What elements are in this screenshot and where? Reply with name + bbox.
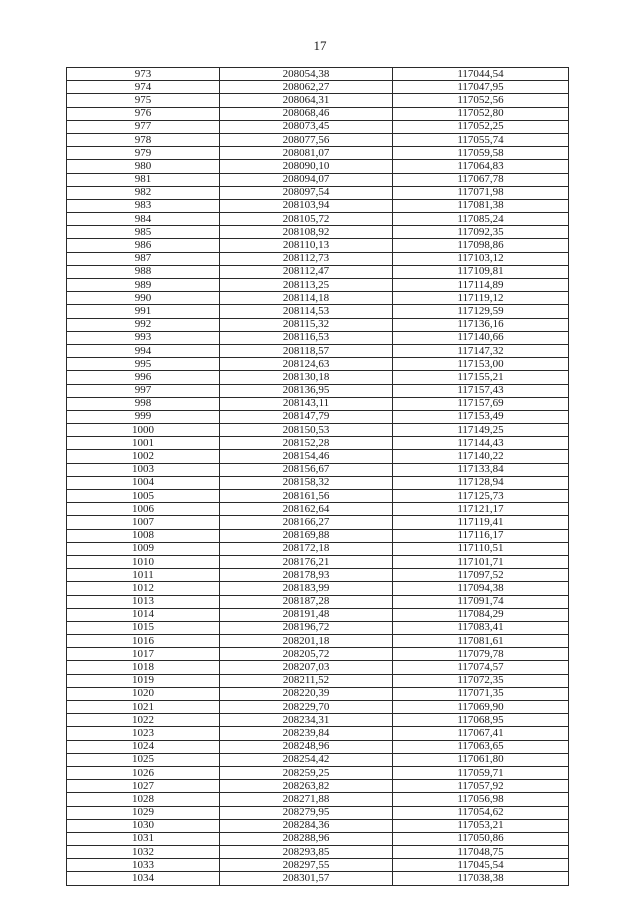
x-coordinate-cell: 208297,55 — [220, 859, 393, 872]
coordinates-table — [66, 67, 569, 886]
point-number-cell: 1024 — [67, 740, 220, 753]
table-row — [67, 213, 569, 226]
table-row — [67, 780, 569, 793]
table-row — [67, 173, 569, 186]
table-row — [67, 384, 569, 397]
y-coordinate-cell: 117056,98 — [393, 793, 569, 806]
y-coordinate-cell: 117047,95 — [393, 81, 569, 94]
table-row — [67, 239, 569, 252]
point-number-cell: 991 — [67, 305, 220, 318]
x-coordinate-cell: 208062,27 — [220, 81, 393, 94]
x-coordinate-cell: 208183,99 — [220, 582, 393, 595]
x-coordinate-cell: 208293,85 — [220, 846, 393, 859]
y-coordinate-cell: 117055,74 — [393, 133, 569, 146]
x-coordinate-cell: 208207,03 — [220, 661, 393, 674]
table-row — [67, 503, 569, 516]
x-coordinate-cell: 208150,53 — [220, 424, 393, 437]
x-coordinate-cell: 208178,93 — [220, 569, 393, 582]
y-coordinate-cell: 117136,16 — [393, 318, 569, 331]
x-coordinate-cell: 208205,72 — [220, 648, 393, 661]
point-number-cell: 998 — [67, 397, 220, 410]
y-coordinate-cell: 117067,78 — [393, 173, 569, 186]
x-coordinate-cell: 208110,13 — [220, 239, 393, 252]
y-coordinate-cell: 117083,41 — [393, 621, 569, 634]
x-coordinate-cell: 208114,53 — [220, 305, 393, 318]
y-coordinate-cell: 117153,49 — [393, 410, 569, 423]
x-coordinate-cell: 208130,18 — [220, 371, 393, 384]
table-row — [67, 608, 569, 621]
y-coordinate-cell: 117081,61 — [393, 635, 569, 648]
point-number-cell: 1034 — [67, 872, 220, 885]
x-coordinate-cell: 208105,72 — [220, 213, 393, 226]
y-coordinate-cell: 117149,25 — [393, 424, 569, 437]
point-number-cell: 976 — [67, 107, 220, 120]
x-coordinate-cell: 208152,28 — [220, 437, 393, 450]
point-number-cell: 999 — [67, 410, 220, 423]
y-coordinate-cell: 117101,71 — [393, 555, 569, 568]
y-coordinate-cell: 117052,25 — [393, 120, 569, 133]
table-row — [67, 806, 569, 819]
table-row — [67, 872, 569, 885]
x-coordinate-cell: 208124,63 — [220, 358, 393, 371]
y-coordinate-cell: 117054,62 — [393, 806, 569, 819]
table-row — [67, 819, 569, 832]
x-coordinate-cell: 208259,25 — [220, 766, 393, 779]
y-coordinate-cell: 117069,90 — [393, 701, 569, 714]
point-number-cell: 1032 — [67, 846, 220, 859]
table-row — [67, 516, 569, 529]
point-number-cell: 1000 — [67, 424, 220, 437]
point-number-cell: 974 — [67, 81, 220, 94]
y-coordinate-cell: 117133,84 — [393, 463, 569, 476]
point-number-cell: 984 — [67, 213, 220, 226]
y-coordinate-cell: 117092,35 — [393, 226, 569, 239]
x-coordinate-cell: 208201,18 — [220, 635, 393, 648]
table-row — [67, 555, 569, 568]
y-coordinate-cell: 117144,43 — [393, 437, 569, 450]
y-coordinate-cell: 117157,43 — [393, 384, 569, 397]
x-coordinate-cell: 208112,47 — [220, 265, 393, 278]
table-row — [67, 846, 569, 859]
table-row — [67, 766, 569, 779]
y-coordinate-cell: 117091,74 — [393, 595, 569, 608]
x-coordinate-cell: 208239,84 — [220, 727, 393, 740]
point-number-cell: 1027 — [67, 780, 220, 793]
point-number-cell: 1018 — [67, 661, 220, 674]
x-coordinate-cell: 208116,53 — [220, 331, 393, 344]
x-coordinate-cell: 208248,96 — [220, 740, 393, 753]
point-number-cell: 1029 — [67, 806, 220, 819]
table-row — [67, 410, 569, 423]
x-coordinate-cell: 208196,72 — [220, 621, 393, 634]
y-coordinate-cell: 117048,75 — [393, 846, 569, 859]
y-coordinate-cell: 117059,71 — [393, 766, 569, 779]
point-number-cell: 989 — [67, 279, 220, 292]
table-row — [67, 582, 569, 595]
y-coordinate-cell: 117153,00 — [393, 358, 569, 371]
table-row — [67, 687, 569, 700]
table-row — [67, 226, 569, 239]
x-coordinate-cell: 208143,11 — [220, 397, 393, 410]
x-coordinate-cell: 208220,39 — [220, 687, 393, 700]
x-coordinate-cell: 208288,96 — [220, 832, 393, 845]
point-number-cell: 986 — [67, 239, 220, 252]
point-number-cell: 981 — [67, 173, 220, 186]
table-row — [67, 81, 569, 94]
table-row — [67, 648, 569, 661]
table-row — [67, 318, 569, 331]
table-row — [67, 450, 569, 463]
x-coordinate-cell: 208112,73 — [220, 252, 393, 265]
point-number-cell: 1006 — [67, 503, 220, 516]
table-row — [67, 120, 569, 133]
x-coordinate-cell: 208154,46 — [220, 450, 393, 463]
y-coordinate-cell: 117157,69 — [393, 397, 569, 410]
table-row — [67, 859, 569, 872]
table-row — [67, 331, 569, 344]
table-row — [67, 94, 569, 107]
y-coordinate-cell: 117119,41 — [393, 516, 569, 529]
table-row — [67, 292, 569, 305]
point-number-cell: 1017 — [67, 648, 220, 661]
y-coordinate-cell: 117038,38 — [393, 872, 569, 885]
table-row — [67, 529, 569, 542]
point-number-cell: 1014 — [67, 608, 220, 621]
table-row — [67, 371, 569, 384]
y-coordinate-cell: 117129,59 — [393, 305, 569, 318]
point-number-cell: 996 — [67, 371, 220, 384]
x-coordinate-cell: 208162,64 — [220, 503, 393, 516]
point-number-cell: 978 — [67, 133, 220, 146]
point-number-cell: 980 — [67, 160, 220, 173]
x-coordinate-cell: 208097,54 — [220, 186, 393, 199]
table-row — [67, 753, 569, 766]
table-row — [67, 358, 569, 371]
table-row — [67, 714, 569, 727]
x-coordinate-cell: 208172,18 — [220, 542, 393, 555]
y-coordinate-cell: 117125,73 — [393, 490, 569, 503]
y-coordinate-cell: 117071,98 — [393, 186, 569, 199]
point-number-cell: 1002 — [67, 450, 220, 463]
y-coordinate-cell: 117057,92 — [393, 780, 569, 793]
x-coordinate-cell: 208169,88 — [220, 529, 393, 542]
x-coordinate-cell: 208103,94 — [220, 199, 393, 212]
point-number-cell: 975 — [67, 94, 220, 107]
table-row — [67, 701, 569, 714]
coordinates-table-body — [67, 68, 569, 886]
table-row — [67, 832, 569, 845]
y-coordinate-cell: 117140,66 — [393, 331, 569, 344]
point-number-cell: 1021 — [67, 701, 220, 714]
point-number-cell: 1010 — [67, 555, 220, 568]
x-coordinate-cell: 208156,67 — [220, 463, 393, 476]
point-number-cell: 1011 — [67, 569, 220, 582]
point-number-cell: 1016 — [67, 635, 220, 648]
y-coordinate-cell: 117079,78 — [393, 648, 569, 661]
x-coordinate-cell: 208073,45 — [220, 120, 393, 133]
x-coordinate-cell: 208271,88 — [220, 793, 393, 806]
y-coordinate-cell: 117064,83 — [393, 160, 569, 173]
y-coordinate-cell: 117050,86 — [393, 832, 569, 845]
table-row — [67, 727, 569, 740]
table-row — [67, 661, 569, 674]
point-number-cell: 1008 — [67, 529, 220, 542]
y-coordinate-cell: 117052,80 — [393, 107, 569, 120]
y-coordinate-cell: 117128,94 — [393, 476, 569, 489]
y-coordinate-cell: 117110,51 — [393, 542, 569, 555]
table-row — [67, 424, 569, 437]
point-number-cell: 1026 — [67, 766, 220, 779]
point-number-cell: 983 — [67, 199, 220, 212]
x-coordinate-cell: 208254,42 — [220, 753, 393, 766]
point-number-cell: 1003 — [67, 463, 220, 476]
y-coordinate-cell: 117052,56 — [393, 94, 569, 107]
point-number-cell: 995 — [67, 358, 220, 371]
x-coordinate-cell: 208113,25 — [220, 279, 393, 292]
x-coordinate-cell: 208191,48 — [220, 608, 393, 621]
y-coordinate-cell: 117053,21 — [393, 819, 569, 832]
y-coordinate-cell: 117109,81 — [393, 265, 569, 278]
point-number-cell: 1007 — [67, 516, 220, 529]
x-coordinate-cell: 208064,31 — [220, 94, 393, 107]
point-number-cell: 977 — [67, 120, 220, 133]
y-coordinate-cell: 117140,22 — [393, 450, 569, 463]
y-coordinate-cell: 117084,29 — [393, 608, 569, 621]
point-number-cell: 1009 — [67, 542, 220, 555]
point-number-cell: 1030 — [67, 819, 220, 832]
point-number-cell: 993 — [67, 331, 220, 344]
table-row — [67, 595, 569, 608]
table-row — [67, 186, 569, 199]
point-number-cell: 1025 — [67, 753, 220, 766]
point-number-cell: 1012 — [67, 582, 220, 595]
point-number-cell: 997 — [67, 384, 220, 397]
table-row — [67, 740, 569, 753]
y-coordinate-cell: 117103,12 — [393, 252, 569, 265]
x-coordinate-cell: 208054,38 — [220, 68, 393, 81]
table-row — [67, 107, 569, 120]
point-number-cell: 1001 — [67, 437, 220, 450]
table-row — [67, 490, 569, 503]
point-number-cell: 1013 — [67, 595, 220, 608]
x-coordinate-cell: 208068,46 — [220, 107, 393, 120]
y-coordinate-cell: 117155,21 — [393, 371, 569, 384]
y-coordinate-cell: 117068,95 — [393, 714, 569, 727]
x-coordinate-cell: 208301,57 — [220, 872, 393, 885]
point-number-cell: 979 — [67, 147, 220, 160]
point-number-cell: 1031 — [67, 832, 220, 845]
y-coordinate-cell: 117147,32 — [393, 344, 569, 357]
x-coordinate-cell: 208115,32 — [220, 318, 393, 331]
point-number-cell: 1015 — [67, 621, 220, 634]
point-number-cell: 1004 — [67, 476, 220, 489]
table-row — [67, 463, 569, 476]
table-row — [67, 133, 569, 146]
x-coordinate-cell: 208263,82 — [220, 780, 393, 793]
table-row — [67, 147, 569, 160]
table-row — [67, 265, 569, 278]
y-coordinate-cell: 117072,35 — [393, 674, 569, 687]
x-coordinate-cell: 208114,18 — [220, 292, 393, 305]
table-row — [67, 621, 569, 634]
y-coordinate-cell: 117081,38 — [393, 199, 569, 212]
point-number-cell: 994 — [67, 344, 220, 357]
point-number-cell: 985 — [67, 226, 220, 239]
point-number-cell: 987 — [67, 252, 220, 265]
y-coordinate-cell: 117063,65 — [393, 740, 569, 753]
x-coordinate-cell: 208234,31 — [220, 714, 393, 727]
table-row — [67, 476, 569, 489]
point-number-cell: 1028 — [67, 793, 220, 806]
table-row — [67, 279, 569, 292]
table-row — [67, 252, 569, 265]
x-coordinate-cell: 208161,56 — [220, 490, 393, 503]
y-coordinate-cell: 117094,38 — [393, 582, 569, 595]
x-coordinate-cell: 208081,07 — [220, 147, 393, 160]
table-row — [67, 344, 569, 357]
y-coordinate-cell: 117045,54 — [393, 859, 569, 872]
y-coordinate-cell: 117061,80 — [393, 753, 569, 766]
table-row — [67, 542, 569, 555]
point-number-cell: 1022 — [67, 714, 220, 727]
y-coordinate-cell: 117121,17 — [393, 503, 569, 516]
table-row — [67, 793, 569, 806]
table-row — [67, 635, 569, 648]
y-coordinate-cell: 117097,52 — [393, 569, 569, 582]
x-coordinate-cell: 208166,27 — [220, 516, 393, 529]
point-number-cell: 1033 — [67, 859, 220, 872]
x-coordinate-cell: 208176,21 — [220, 555, 393, 568]
x-coordinate-cell: 208090,10 — [220, 160, 393, 173]
table-row — [67, 397, 569, 410]
x-coordinate-cell: 208158,32 — [220, 476, 393, 489]
y-coordinate-cell: 117119,12 — [393, 292, 569, 305]
x-coordinate-cell: 208187,28 — [220, 595, 393, 608]
point-number-cell: 1020 — [67, 687, 220, 700]
point-number-cell: 982 — [67, 186, 220, 199]
point-number-cell: 1019 — [67, 674, 220, 687]
x-coordinate-cell: 208147,79 — [220, 410, 393, 423]
x-coordinate-cell: 208118,57 — [220, 344, 393, 357]
y-coordinate-cell: 117116,17 — [393, 529, 569, 542]
x-coordinate-cell: 208108,92 — [220, 226, 393, 239]
table-row — [67, 305, 569, 318]
point-number-cell: 988 — [67, 265, 220, 278]
y-coordinate-cell: 117044,54 — [393, 68, 569, 81]
table-row — [67, 437, 569, 450]
point-number-cell: 1023 — [67, 727, 220, 740]
x-coordinate-cell: 208284,36 — [220, 819, 393, 832]
y-coordinate-cell: 117085,24 — [393, 213, 569, 226]
table-row — [67, 569, 569, 582]
point-number-cell: 1005 — [67, 490, 220, 503]
y-coordinate-cell: 117059,58 — [393, 147, 569, 160]
table-row — [67, 68, 569, 81]
point-number-cell: 973 — [67, 68, 220, 81]
y-coordinate-cell: 117071,35 — [393, 687, 569, 700]
x-coordinate-cell: 208279,95 — [220, 806, 393, 819]
x-coordinate-cell: 208229,70 — [220, 701, 393, 714]
page-number: 17 — [313, 38, 327, 53]
y-coordinate-cell: 117067,41 — [393, 727, 569, 740]
table-row — [67, 199, 569, 212]
x-coordinate-cell: 208211,52 — [220, 674, 393, 687]
x-coordinate-cell: 208136,95 — [220, 384, 393, 397]
x-coordinate-cell: 208077,56 — [220, 133, 393, 146]
y-coordinate-cell: 117098,86 — [393, 239, 569, 252]
y-coordinate-cell: 117074,57 — [393, 661, 569, 674]
point-number-cell: 992 — [67, 318, 220, 331]
table-row — [67, 160, 569, 173]
x-coordinate-cell: 208094,07 — [220, 173, 393, 186]
point-number-cell: 990 — [67, 292, 220, 305]
table-row — [67, 674, 569, 687]
y-coordinate-cell: 117114,89 — [393, 279, 569, 292]
